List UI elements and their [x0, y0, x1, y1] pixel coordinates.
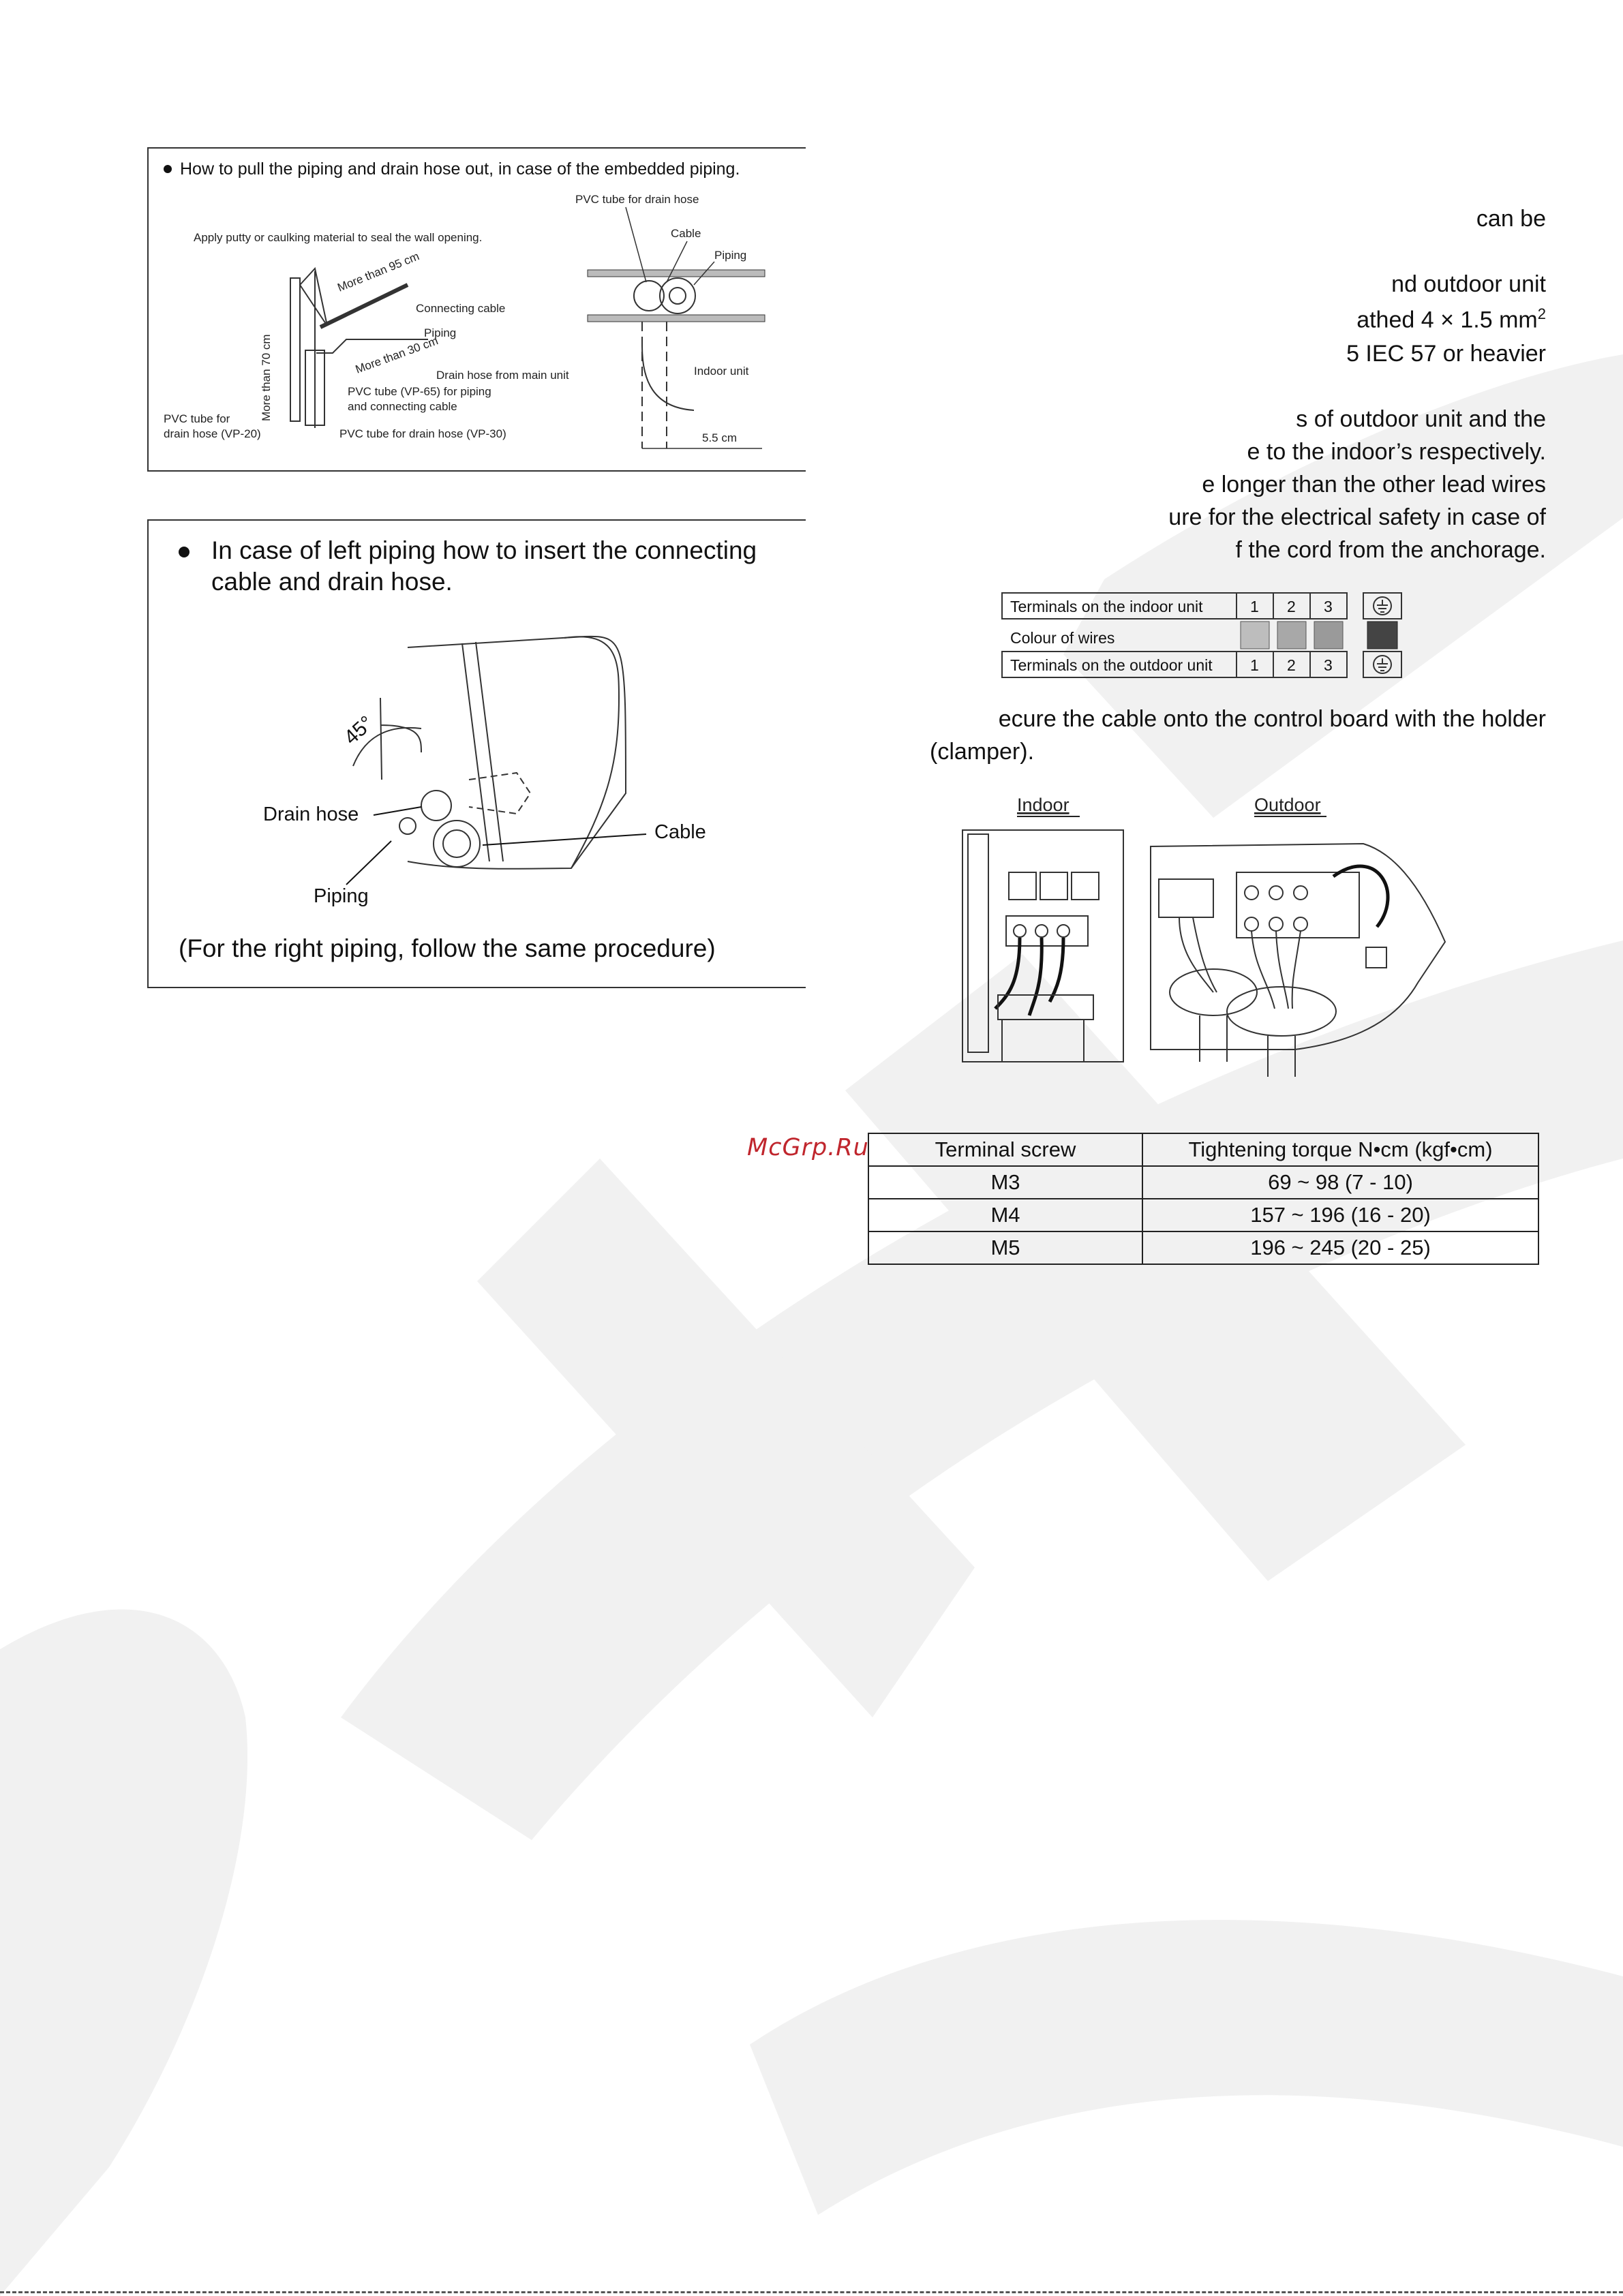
text-line-1: can be — [1476, 206, 1546, 232]
right-piping-note: (For the right piping, follow the same procedure) — [179, 934, 716, 962]
more-than-30-label: More than 30 cm — [353, 334, 440, 376]
connecting-cable-label: Connecting cable — [416, 302, 506, 315]
terminal-number: 1 — [1250, 656, 1259, 674]
vp65-label-2: and connecting cable — [348, 400, 457, 413]
embedded-piping-figure — [147, 147, 806, 472]
more-than-95-label: More than 95 cm — [335, 249, 421, 294]
terminal-number: 1 — [1250, 598, 1259, 615]
terminal-number: 2 — [1287, 656, 1296, 674]
text-line-5: s of outdoor unit and the — [1296, 406, 1546, 432]
torque-table — [868, 1133, 1539, 1265]
vp65-label: PVC tube (VP-65) for piping — [348, 385, 491, 398]
header-tightening-torque: Tightening torque N•cm (kgf•cm) — [1142, 1133, 1538, 1166]
indoor-label: Indoor — [1017, 795, 1070, 815]
text-line-3 — [1356, 305, 1546, 333]
drain-hose-main-label: Drain hose from main unit — [436, 369, 569, 382]
secure-cable-line-1: ecure the cable onto the control board with the holder — [998, 706, 1546, 732]
left-piping-title-1: In case of left piping how to insert the connecting — [211, 536, 757, 564]
text-line-2: nd outdoor unit — [1391, 271, 1546, 297]
pvc-drain-label: PVC tube for drain hose — [575, 193, 699, 206]
angle-label: 45° — [339, 711, 378, 750]
screw-cell: M4 — [868, 1199, 1142, 1231]
screw-cell: M5 — [868, 1231, 1142, 1264]
vp20-label-2: drain hose (VP-20) — [164, 427, 261, 440]
cable-label-2: Cable — [654, 821, 706, 843]
dim-55-label: 5.5 cm — [702, 431, 738, 444]
embedded-piping-diagram — [149, 149, 806, 470]
text-line-3-body: athed 4 × 1.5 mm — [1356, 307, 1538, 333]
left-piping-figure — [147, 519, 806, 988]
secure-cable-line-2: (clamper). — [930, 739, 1035, 765]
terminal-wiring-table — [1001, 592, 1410, 683]
left-piping-diagram — [149, 521, 806, 987]
left-piping-title-2: cable and drain hose. — [211, 568, 453, 596]
torque-cell: 157 ~ 196 (16 - 20) — [1142, 1199, 1538, 1231]
terminal-number: 2 — [1287, 598, 1296, 615]
text-line-6: e to the indoor’s respectively. — [1247, 439, 1546, 465]
drain-hose-label: Drain hose — [263, 803, 359, 825]
outdoor-terminals-label: Terminals on the outdoor unit — [1010, 656, 1213, 674]
piping-label: Piping — [714, 249, 747, 262]
text-line-8: ure for the electrical safety in case of — [1168, 504, 1546, 530]
terminal-number: 3 — [1324, 598, 1333, 615]
piping-label-3: Piping — [314, 885, 369, 907]
text-line-3-sup: 2 — [1537, 305, 1546, 322]
torque-cell: 69 ~ 98 (7 - 10) — [1142, 1166, 1538, 1199]
outdoor-label: Outdoor — [1254, 795, 1321, 815]
torque-cell: 196 ~ 245 (20 - 25) — [1142, 1231, 1538, 1264]
embedded-title: How to pull the piping and drain hose out, in case of the embedded piping. — [180, 159, 740, 179]
table-row — [868, 1231, 1538, 1264]
piping-label-2: Piping — [424, 326, 457, 339]
wire-colour-label: Colour of wires — [1010, 629, 1115, 647]
text-line-9: f the cord from the anchorage. — [1235, 537, 1546, 563]
text-line-7: e longer than the other lead wires — [1202, 472, 1546, 498]
text-line-4: 5 IEC 57 or heavier — [1346, 341, 1546, 367]
bullet-icon — [164, 165, 172, 173]
cable-label: Cable — [671, 227, 701, 240]
table-header-row — [868, 1133, 1538, 1166]
vp30-label: PVC tube for drain hose (VP-30) — [339, 427, 506, 440]
terminal-number: 3 — [1324, 656, 1333, 674]
vp20-label: PVC tube for — [164, 412, 230, 425]
bullet-icon-2 — [179, 547, 189, 557]
indoor-terminals-label: Terminals on the indoor unit — [1010, 598, 1203, 615]
screw-cell: M3 — [868, 1166, 1142, 1199]
indoor-unit-label: Indoor unit — [694, 365, 749, 378]
putty-label: Apply putty or caulking material to seal the wall opening. — [194, 231, 483, 244]
header-terminal-screw: Terminal screw — [868, 1133, 1142, 1166]
table-row — [868, 1199, 1538, 1231]
more-than-70-label: More than 70 cm — [260, 334, 273, 421]
wiring-diagram — [954, 791, 1459, 1090]
page-bottom-border — [0, 2291, 1623, 2293]
table-row — [868, 1166, 1538, 1199]
watermark-text: McGrp.Ru — [747, 1134, 869, 1161]
